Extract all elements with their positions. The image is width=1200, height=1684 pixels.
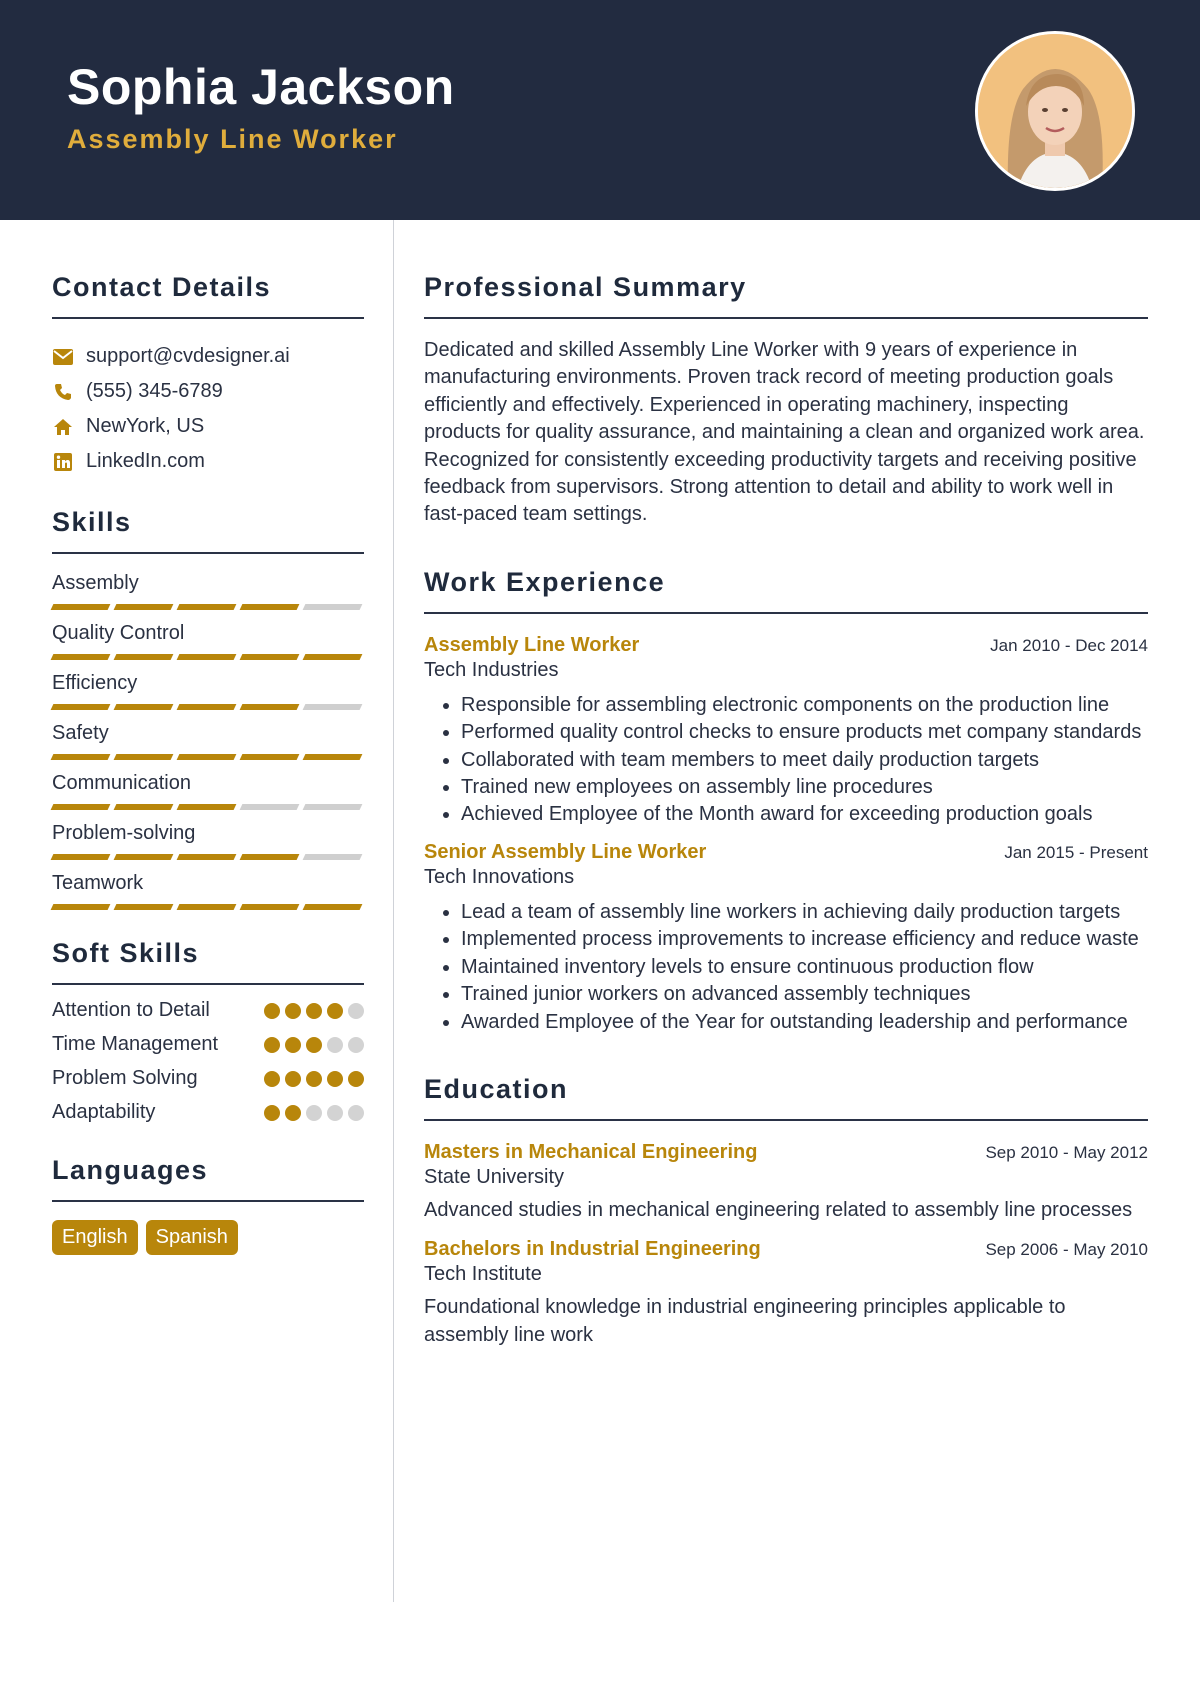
summary-text: Dedicated and skilled Assembly Line Worker with 9 years of experience in manufacturing environments. Proven track record of meeting production goals efficiently and effectively. Experienced in operating machinery, inspecting products for quality assurance, and maintaining a clean and organized work area. Recognized for consistently exceeding productivity targets and receiving positive feedback from supervisors. Strong attention to detail and ability to work well in fast-paced team settings. (424, 339, 1145, 526)
skill-level-segment (51, 704, 111, 710)
skill-level-bars (52, 654, 364, 660)
phone-icon (52, 381, 74, 403)
skill-level-segment (240, 854, 300, 860)
skill-level-bars (52, 754, 364, 760)
rating-dot (264, 1071, 280, 1087)
skill-level-segment (177, 604, 237, 610)
skill-level-segment (51, 604, 111, 610)
skill-name: Safety (52, 722, 109, 744)
skill-level-segment (303, 754, 363, 760)
job-dates: Jan 2010 - Dec 2014 (990, 635, 1148, 655)
job-bullet: • Implemented process improvements to increase efficiency and reduce waste (461, 926, 1148, 953)
skill-name: Problem-solving (52, 822, 196, 844)
skill-item (52, 670, 364, 710)
education-section (424, 1074, 1148, 1349)
skill-level-segment (51, 904, 111, 910)
skills-list (52, 570, 364, 910)
job-header (424, 841, 1148, 864)
education-header (424, 1238, 1148, 1261)
skill-level-segment (114, 754, 174, 760)
contact-section (52, 272, 364, 479)
education-dates: Sep 2010 - May 2012 (985, 1142, 1148, 1162)
rating-dot (348, 1037, 364, 1053)
education-header (424, 1141, 1148, 1164)
rating-dot (285, 1071, 301, 1087)
job-bullet: • Awarded Employee of the Year for outstanding leadership and performance (461, 1009, 1148, 1036)
skill-level-segment (114, 804, 174, 810)
skill-level-segment (240, 704, 300, 710)
skill-item (52, 620, 364, 660)
linkedin-icon (52, 451, 74, 473)
job-bullet: • Lead a team of assembly line workers in achieving daily production targets (461, 899, 1148, 926)
skill-level-segment (177, 654, 237, 660)
job-bullet: • Maintained inventory levels to ensure continuous production flow (461, 954, 1148, 981)
soft-skill-name: Problem Solving (52, 1067, 198, 1089)
education-description: Advanced studies in mechanical engineering related to assembly line processes (424, 1198, 1133, 1221)
education-description: Foundational knowledge in industrial engineering principles applicable to assembly line work (424, 1296, 1066, 1346)
contact-location-text: NewYork, US (86, 415, 205, 437)
skill-level-segment (240, 804, 300, 810)
rating-dot (306, 1037, 322, 1053)
right-column (424, 220, 1148, 1349)
job-bullet: • Responsible for assembling electronic components on the production line (461, 692, 1148, 719)
skill-level-segment (51, 804, 111, 810)
rating-dot (264, 1105, 280, 1121)
education-entry (424, 1141, 1148, 1224)
job-company: Tech Innovations (424, 865, 575, 888)
school-name: Tech Institute (424, 1263, 542, 1286)
left-column (52, 220, 364, 1255)
skill-level-segment (114, 854, 174, 860)
rating-dot (348, 1003, 364, 1019)
skill-level-segment (177, 754, 237, 760)
profile-photo (975, 31, 1135, 191)
job-bullet: • Achieved Employee of the Month award for exceeding production goals (461, 801, 1148, 828)
rating-dot (327, 1071, 343, 1087)
soft-skill-item (52, 1065, 364, 1091)
skill-level-segment (303, 654, 363, 660)
contact-phone-text: (555) 345-6789 (86, 380, 223, 402)
soft-skills-title: Soft Skills (52, 938, 364, 985)
skill-level-segment (114, 904, 174, 910)
degree-title: Masters in Mechanical Engineering (424, 1140, 758, 1163)
languages-list (52, 1220, 364, 1255)
rating-dot (264, 1037, 280, 1053)
skill-level-segment (240, 754, 300, 760)
job-bullet: • Trained new employees on assembly line procedures (461, 774, 1148, 801)
rating-dot (327, 1105, 343, 1121)
header-banner (0, 0, 1200, 220)
skill-level-segment (240, 604, 300, 610)
skill-level-segment (114, 654, 174, 660)
skills-title: Skills (52, 507, 364, 554)
skill-name: Teamwork (52, 872, 144, 894)
rating-dot (264, 1003, 280, 1019)
skill-level-bars (52, 904, 364, 910)
soft-skill-name: Time Management (52, 1033, 218, 1055)
experience-title: Work Experience (424, 567, 1148, 614)
jobs-list (424, 634, 1148, 1036)
skill-item (52, 820, 364, 860)
skill-level-segment (51, 754, 111, 760)
skill-level-bars (52, 854, 364, 860)
skill-name: Assembly (52, 572, 139, 594)
skill-level-segment (240, 654, 300, 660)
summary-title: Professional Summary (424, 272, 1148, 319)
rating-dot (327, 1003, 343, 1019)
skill-level-bars (52, 804, 364, 810)
rating-dot (285, 1105, 301, 1121)
contact-linkedin-text: LinkedIn.com (86, 450, 205, 472)
job-company: Tech Industries (424, 658, 559, 681)
rating-dot (327, 1037, 343, 1053)
skill-item (52, 870, 364, 910)
rating-dot (306, 1071, 322, 1087)
education-dates: Sep 2006 - May 2010 (985, 1240, 1148, 1260)
rating-dot (285, 1037, 301, 1053)
education-title: Education (424, 1074, 1148, 1121)
rating-dot (306, 1003, 322, 1019)
language-badge: Spanish (146, 1220, 238, 1255)
soft-skill-item (52, 997, 364, 1023)
skill-level-segment (303, 904, 363, 910)
soft-skill-name: Adaptability (52, 1101, 156, 1123)
experience-section (424, 567, 1148, 1036)
soft-skills-list (52, 997, 364, 1125)
job-dates: Jan 2015 - Present (1004, 842, 1148, 862)
contact-list (52, 339, 364, 479)
home-icon (52, 416, 74, 438)
soft-skill-dots (264, 1071, 364, 1087)
soft-skill-name: Attention to Detail (52, 999, 210, 1021)
rating-dot (306, 1105, 322, 1121)
contact-linkedin[interactable] (52, 444, 364, 479)
job-title: Assembly Line Worker (424, 633, 640, 656)
column-divider (393, 220, 394, 1602)
school-name: State University (424, 1165, 565, 1188)
skill-level-segment (303, 854, 363, 860)
skill-item (52, 770, 364, 810)
contact-email-text: support@cvdesigner.ai (86, 345, 290, 367)
skill-level-segment (51, 854, 111, 860)
job-bullet: • Trained junior workers on advanced assembly techniques (461, 981, 1148, 1008)
skills-section (52, 507, 364, 910)
skill-level-segment (240, 904, 300, 910)
skill-level-segment (114, 604, 174, 610)
envelope-icon (52, 346, 74, 368)
soft-skill-item (52, 1099, 364, 1125)
soft-skill-item (52, 1031, 364, 1057)
languages-title: Languages (52, 1155, 364, 1202)
job-bullet: • Performed quality control checks to ensure products met company standards (461, 719, 1148, 746)
skill-level-segment (177, 804, 237, 810)
job-bullets (424, 899, 1148, 1036)
skill-level-segment (177, 904, 237, 910)
candidate-role: Assembly Line Worker (67, 124, 398, 154)
contact-phone[interactable] (52, 374, 364, 409)
job-entry (424, 841, 1148, 1036)
skill-level-segment (177, 854, 237, 860)
soft-skill-dots (264, 1037, 364, 1053)
skill-item (52, 720, 364, 760)
job-header (424, 634, 1148, 657)
skill-level-segment (114, 704, 174, 710)
job-bullet: • Collaborated with team members to meet daily production targets (461, 747, 1148, 774)
job-entry (424, 634, 1148, 829)
rating-dot (348, 1071, 364, 1087)
skill-level-bars (52, 604, 364, 610)
rating-dot (348, 1105, 364, 1121)
skill-level-bars (52, 704, 364, 710)
skill-name: Quality Control (52, 622, 185, 644)
job-bullets (424, 692, 1148, 829)
languages-section (52, 1155, 364, 1255)
skill-level-segment (303, 804, 363, 810)
skill-level-segment (51, 654, 111, 660)
job-title: Senior Assembly Line Worker (424, 840, 707, 863)
skill-level-segment (303, 604, 363, 610)
education-entry (424, 1238, 1148, 1349)
candidate-name: Sophia Jackson (67, 59, 455, 115)
degree-title: Bachelors in Industrial Engineering (424, 1238, 761, 1261)
soft-skill-dots (264, 1105, 364, 1121)
contact-title: Contact Details (52, 272, 364, 319)
skill-level-segment (303, 704, 363, 710)
education-list (424, 1141, 1148, 1349)
skill-name: Efficiency (52, 672, 138, 694)
skill-item (52, 570, 364, 610)
soft-skills-section (52, 938, 364, 1125)
contact-email[interactable] (52, 339, 364, 374)
skill-level-segment (177, 704, 237, 710)
rating-dot (285, 1003, 301, 1019)
soft-skill-dots (264, 1003, 364, 1019)
contact-location (52, 409, 364, 444)
language-badge: English (52, 1220, 138, 1255)
summary-section (424, 272, 1148, 529)
skill-name: Communication (52, 772, 191, 794)
